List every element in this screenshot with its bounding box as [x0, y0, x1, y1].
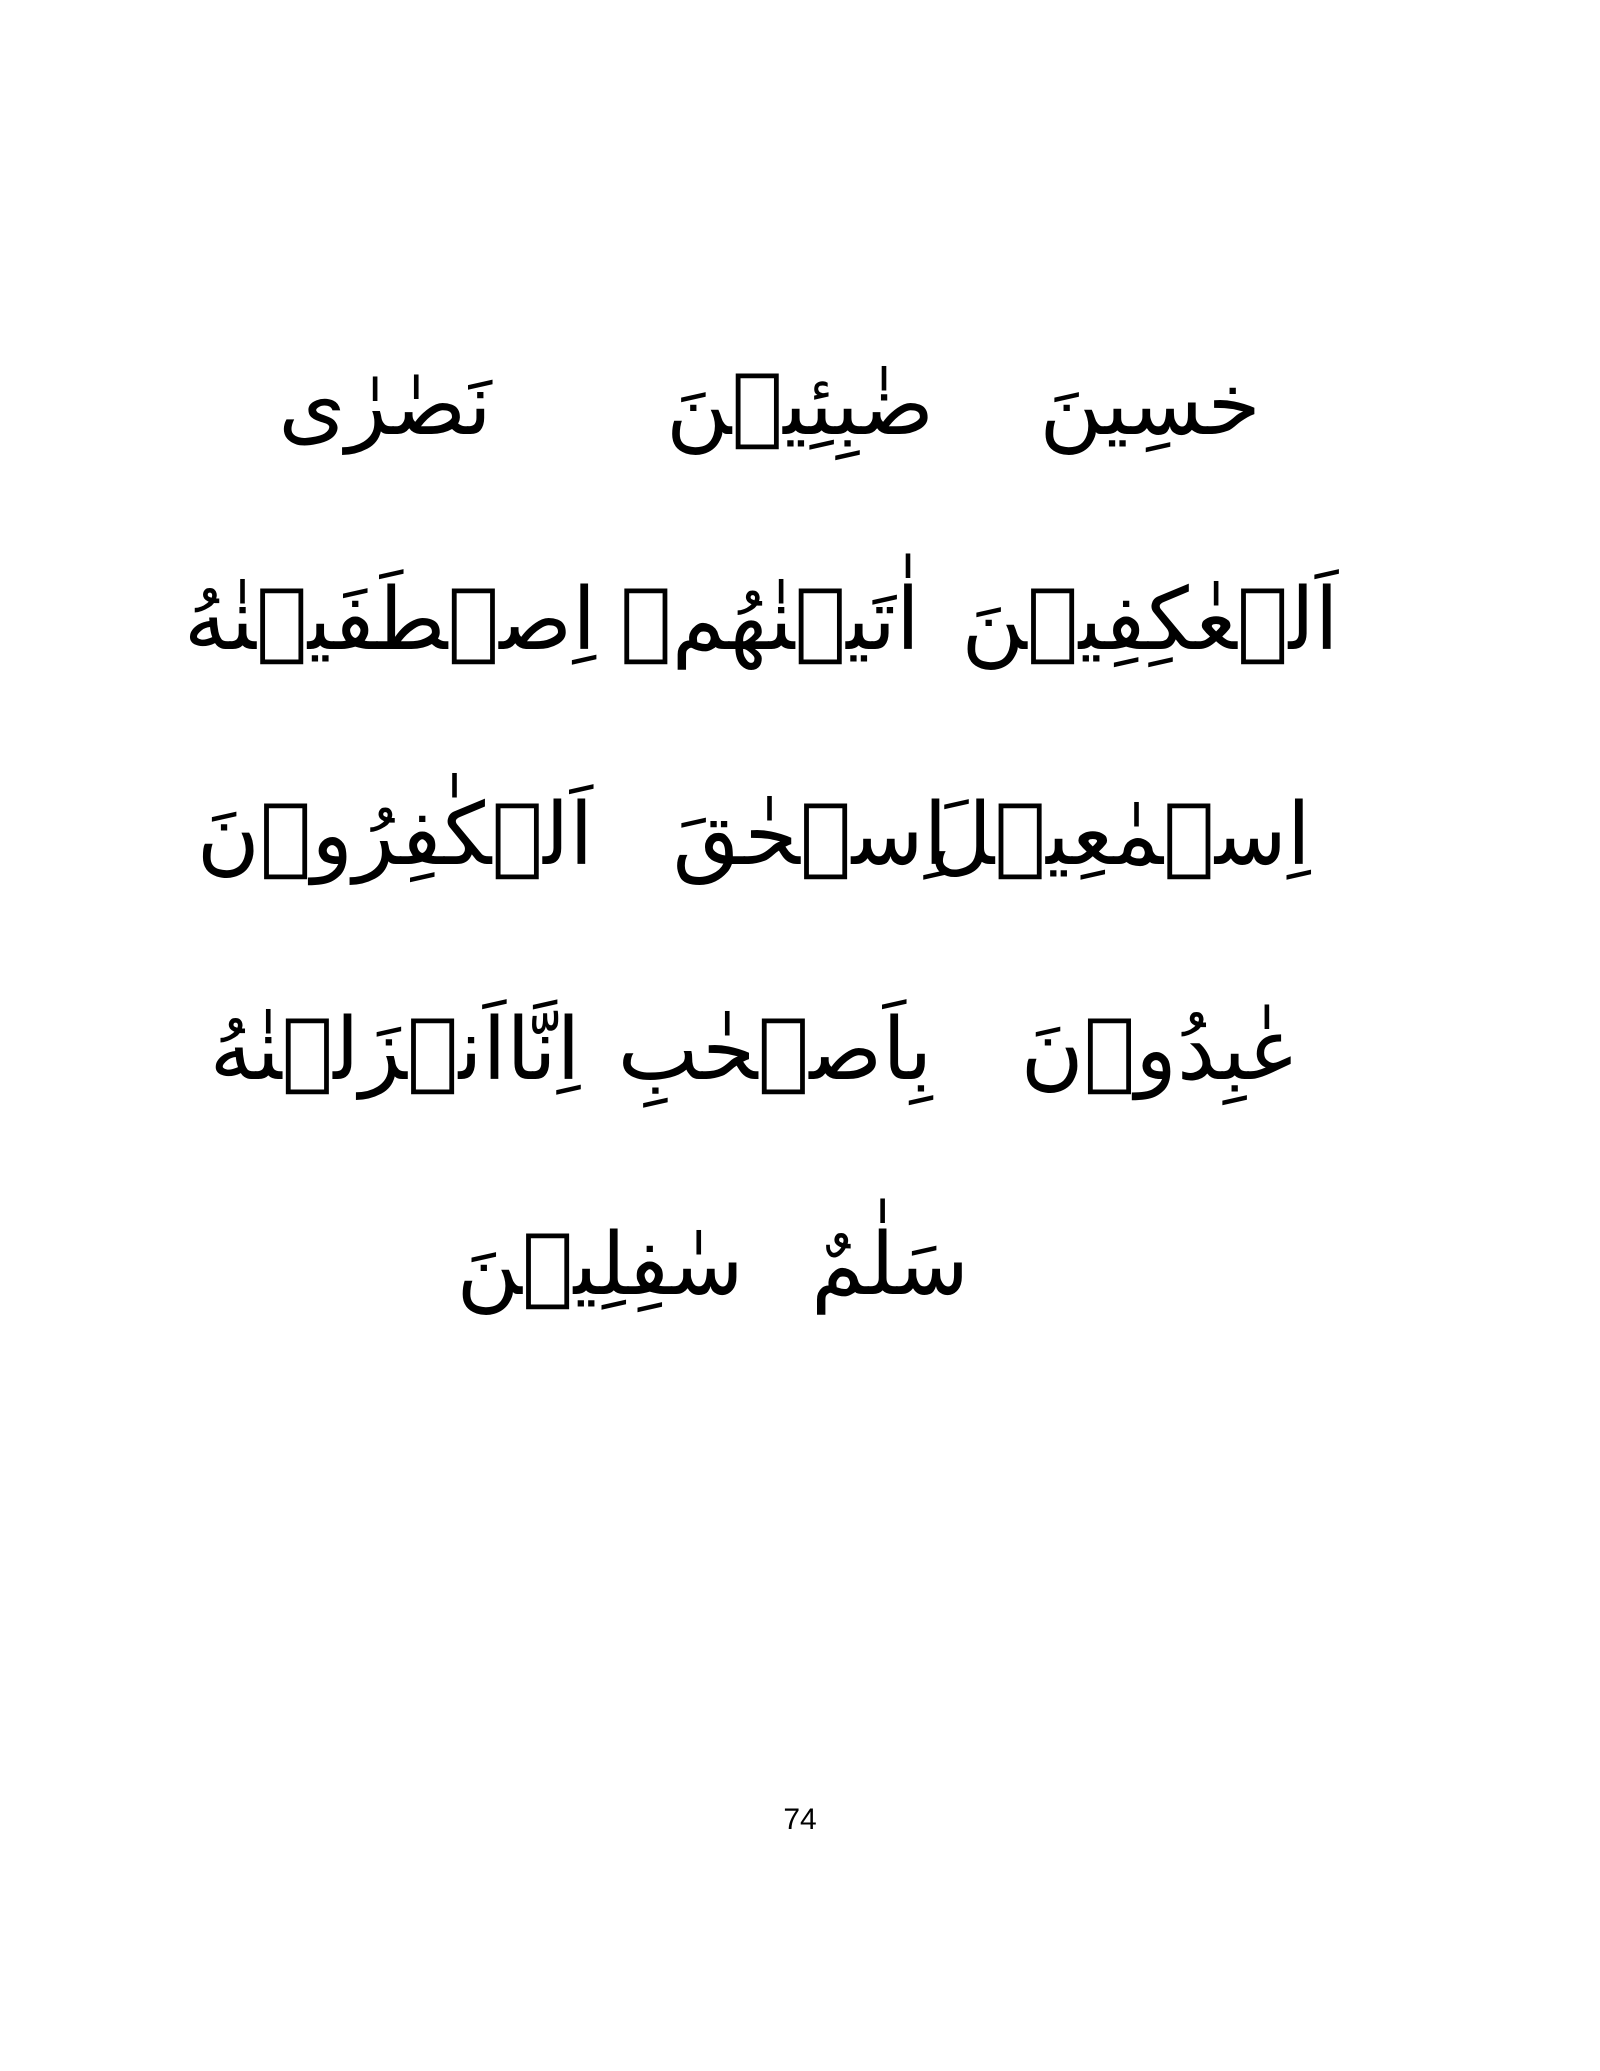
word-row-3	[0, 760, 1600, 910]
arabic-word: اِنَّااَنۡزَلۡنٰهُ	[209, 1000, 581, 1100]
arabic-word: نَصٰرٰی	[278, 355, 492, 455]
arabic-word: اَلۡکٰفِرُوۡنَ	[196, 785, 594, 885]
word-row-5	[0, 1190, 1600, 1340]
arabic-word: سَلٰمٌ	[811, 1215, 969, 1315]
page-number: 74	[783, 1803, 817, 1836]
arabic-word: اَلۡعٰکِفِيۡنَ	[961, 570, 1339, 670]
word-row-1	[0, 330, 1600, 480]
arabic-word: اِسۡمٰعِيۡلَ	[929, 785, 1311, 885]
arabic-word: اِسۡحٰقَ	[672, 785, 948, 885]
word-row-2	[0, 545, 1600, 695]
arabic-word: اِصۡطَفَيۡنٰهُ	[183, 570, 597, 670]
arabic-word: سٰفِلِيۡنَ	[456, 1215, 744, 1315]
arabic-word: خسِينَ	[1039, 355, 1261, 455]
arabic-word: اٰتَيۡنٰهُمۡ	[620, 570, 920, 670]
arabic-word: بِاَصۡحٰبِ	[617, 1000, 933, 1100]
word-row-4	[0, 975, 1600, 1125]
arabic-word: ضٰبِئِيۡنَ	[666, 355, 934, 455]
arabic-word: عٰبِدُوۡنَ	[1020, 1000, 1300, 1100]
